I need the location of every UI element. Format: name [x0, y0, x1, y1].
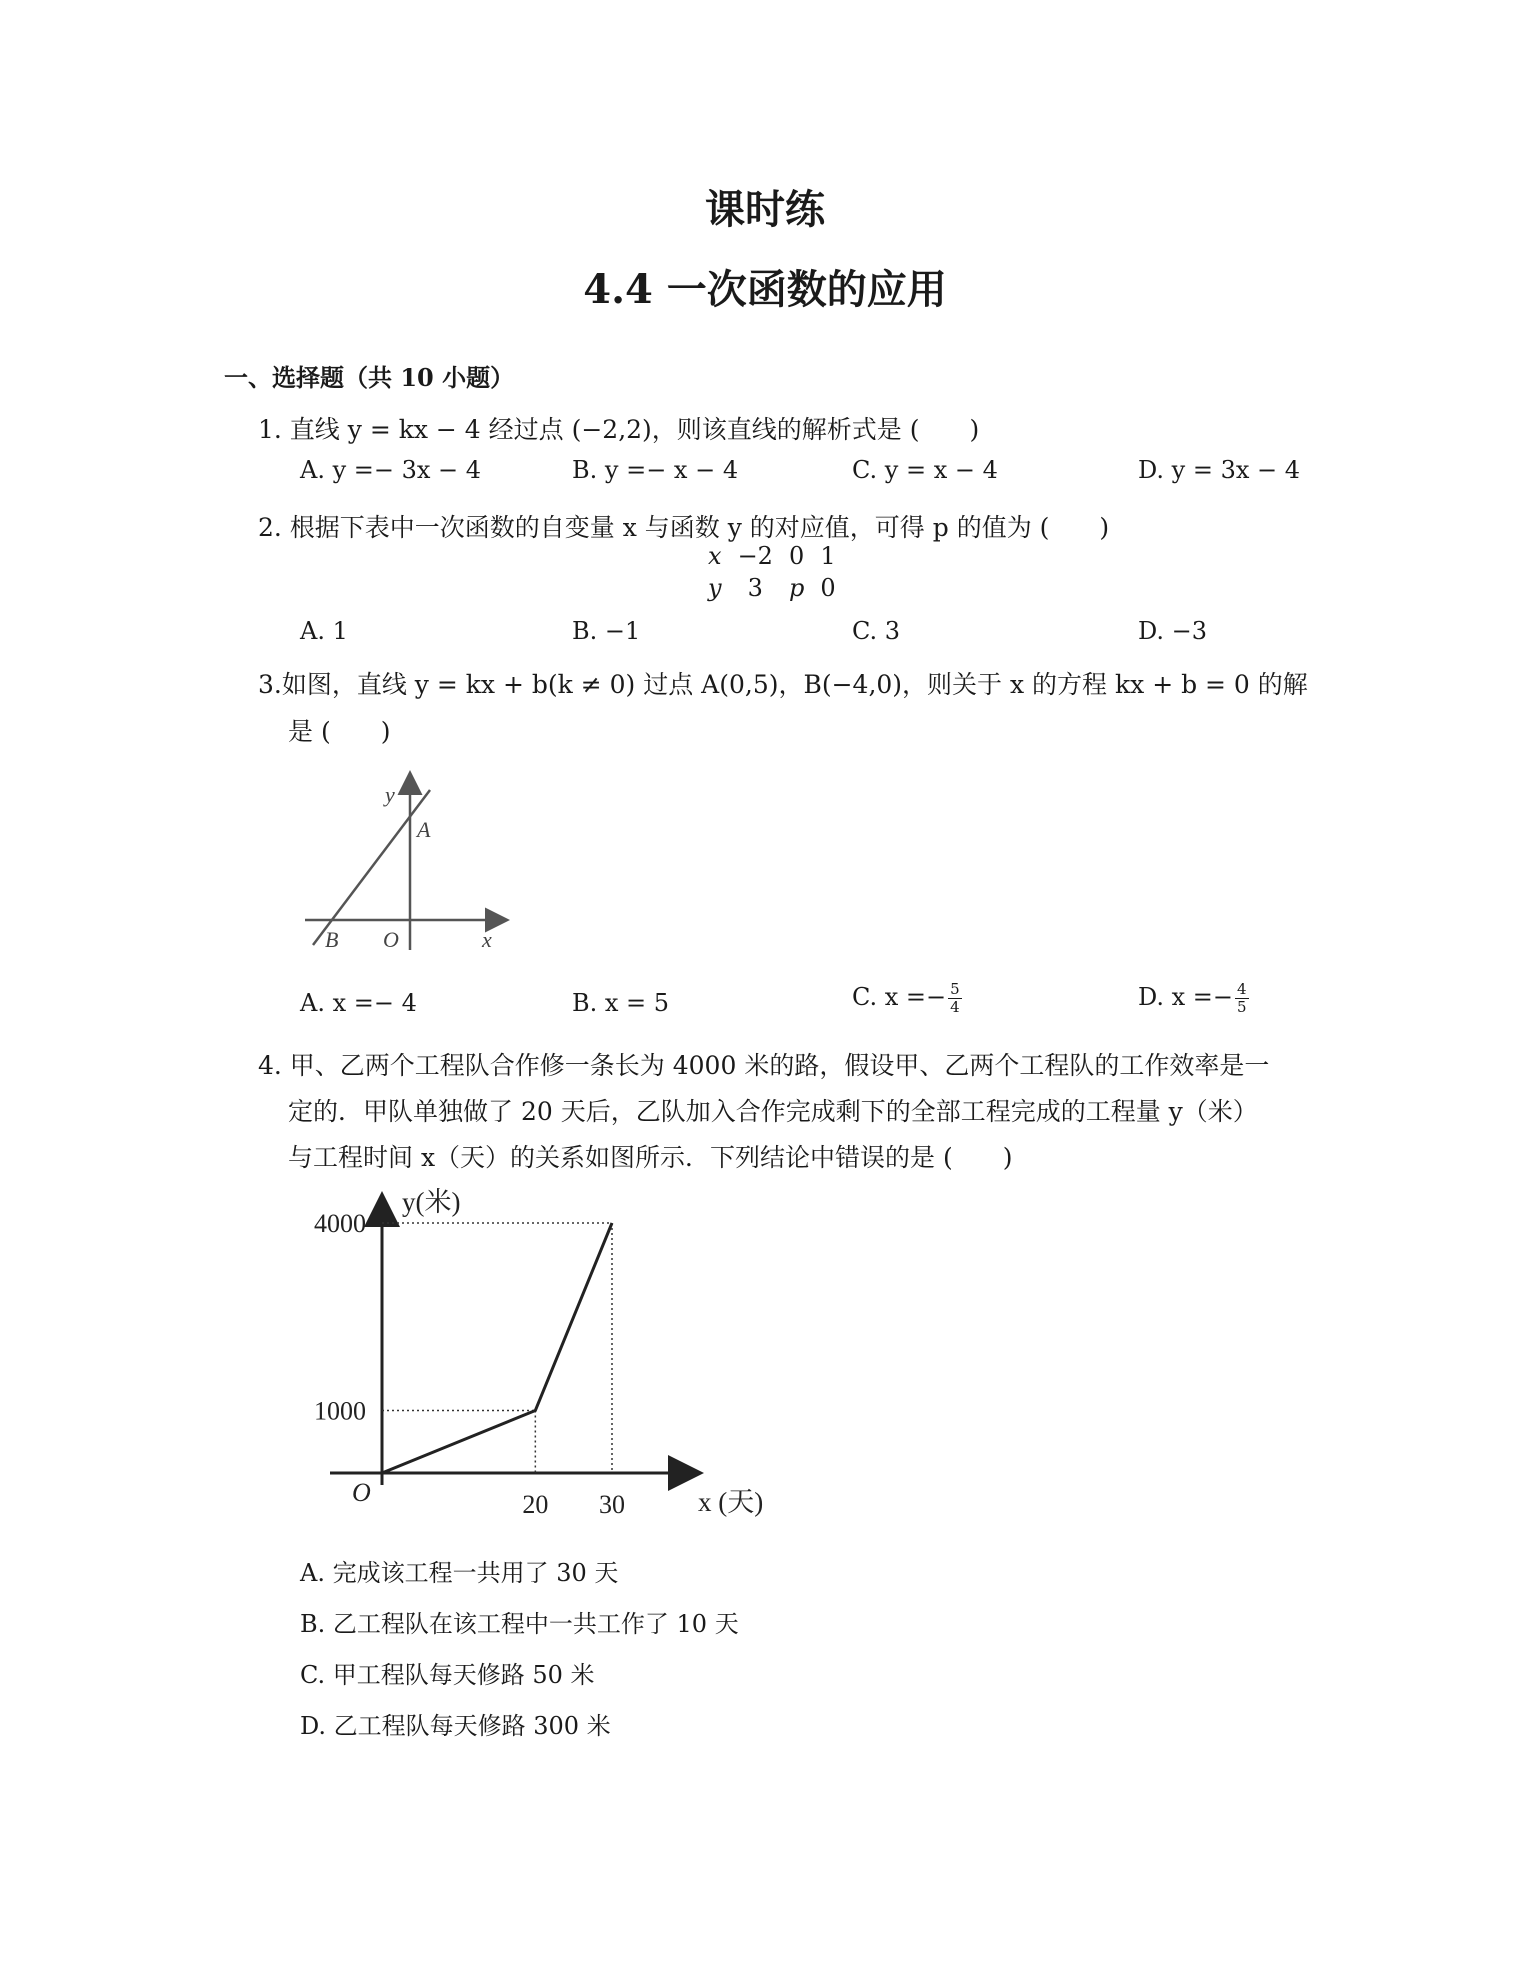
- q2-option-c: C. 3: [852, 617, 901, 645]
- fraction: [1235, 981, 1249, 1016]
- q2-option-b: B. −1: [572, 617, 641, 645]
- point-a-label: A: [417, 817, 431, 842]
- question-4-stem-line2: 定的．甲队单独做了 20 天后，乙队加入合作完成剩下的全部工程完成的工程量 y（米）: [288, 1097, 1258, 1126]
- table-cell: 0: [789, 542, 805, 570]
- series-line: [382, 1223, 612, 1473]
- x-axis-label: x: [482, 927, 492, 952]
- page-title: 课时练: [705, 186, 825, 233]
- q1-option-d: D. y = 3x − 4: [1138, 456, 1301, 484]
- origin-label: O: [352, 1478, 371, 1507]
- page-subtitle: 4.4 一次函数的应用: [583, 266, 947, 313]
- x-tick-label: 30: [599, 1490, 625, 1519]
- q3-option-c: [852, 981, 962, 1016]
- question-3-stem-line2: 是 ( ): [288, 717, 391, 746]
- table-cell: 0: [820, 574, 836, 602]
- table-cell: p: [788, 574, 805, 602]
- q3-option-a: A. x =− 4: [300, 989, 417, 1017]
- table-cell: −2: [737, 542, 773, 570]
- q4-option-d: D. 乙工程队每天修路 300 米: [300, 1712, 611, 1740]
- question-4-stem-line3: 与工程时间 x（天）的关系如图所示．下列结论中错误的是 ( ): [288, 1143, 1013, 1172]
- y-axis-label: y: [385, 782, 395, 807]
- q4-option-a: A. 完成该工程一共用了 30 天: [300, 1559, 619, 1587]
- y-axis-label: y(米): [402, 1187, 461, 1217]
- question-2-stem: 2. 根据下表中一次函数的自变量 x 与函数 y 的对应值，可得 p 的值为 ( ): [258, 513, 1110, 542]
- table-cell: 3: [747, 574, 763, 602]
- q4-work-chart: [290, 1185, 780, 1530]
- q2-option-d: D. −3: [1138, 617, 1208, 645]
- origin-label: O: [383, 927, 399, 952]
- x-tick-label: 20: [522, 1490, 549, 1519]
- section-heading: 一、选择题（共 10 小题）: [224, 363, 515, 392]
- fraction: [948, 981, 962, 1016]
- value-table: [700, 540, 844, 604]
- q3-option-c-text: C. x =−: [852, 983, 947, 1011]
- q3-option-b: B. x = 5: [572, 989, 670, 1017]
- fraction-numerator: 5: [950, 980, 960, 998]
- fraction-denominator: 5: [1237, 998, 1247, 1016]
- q3-line-figure: [295, 760, 525, 960]
- table-cell: 1: [820, 542, 836, 570]
- y-tick-label: 4000: [314, 1209, 366, 1238]
- q1-option-c: C. y = x − 4: [852, 456, 998, 484]
- question-4-stem-line1: 4. 甲、乙两个工程队合作修一条长为 4000 米的路，假设甲、乙两个工程队的工作效率是一: [258, 1051, 1270, 1080]
- table-cell: x: [708, 542, 722, 570]
- q4-option-b: B. 乙工程队在该工程中一共工作了 10 天: [300, 1610, 739, 1638]
- question-1-stem: 1. 直线 y = kx − 4 经过点 (−2,2)，则该直线的解析式是 ( ): [258, 415, 980, 444]
- table-row: [700, 540, 844, 572]
- table-row: [700, 572, 844, 604]
- fraction-numerator: 4: [1237, 980, 1247, 998]
- fraction-denominator: 4: [950, 998, 960, 1016]
- q1-option-b: B. y =− x − 4: [572, 456, 739, 484]
- x-axis-label: x (天): [698, 1487, 764, 1517]
- q3-option-d: [1138, 981, 1249, 1016]
- point-b-label: B: [325, 927, 339, 952]
- y-tick-label: 1000: [314, 1396, 366, 1426]
- table-cell: y: [708, 574, 722, 602]
- line-ab: [313, 790, 430, 945]
- q4-option-c: C. 甲工程队每天修路 50 米: [300, 1661, 595, 1689]
- q2-option-a: A. 1: [300, 617, 348, 645]
- q3-option-d-text: D. x =−: [1138, 983, 1234, 1011]
- question-3-stem-line1: 3.如图，直线 y = kx + b(k ≠ 0) 过点 A(0,5)，B(−4,0)，则关于 x 的方程 kx + b = 0 的解: [258, 670, 1308, 699]
- q1-option-a: A. y =− 3x − 4: [300, 456, 482, 484]
